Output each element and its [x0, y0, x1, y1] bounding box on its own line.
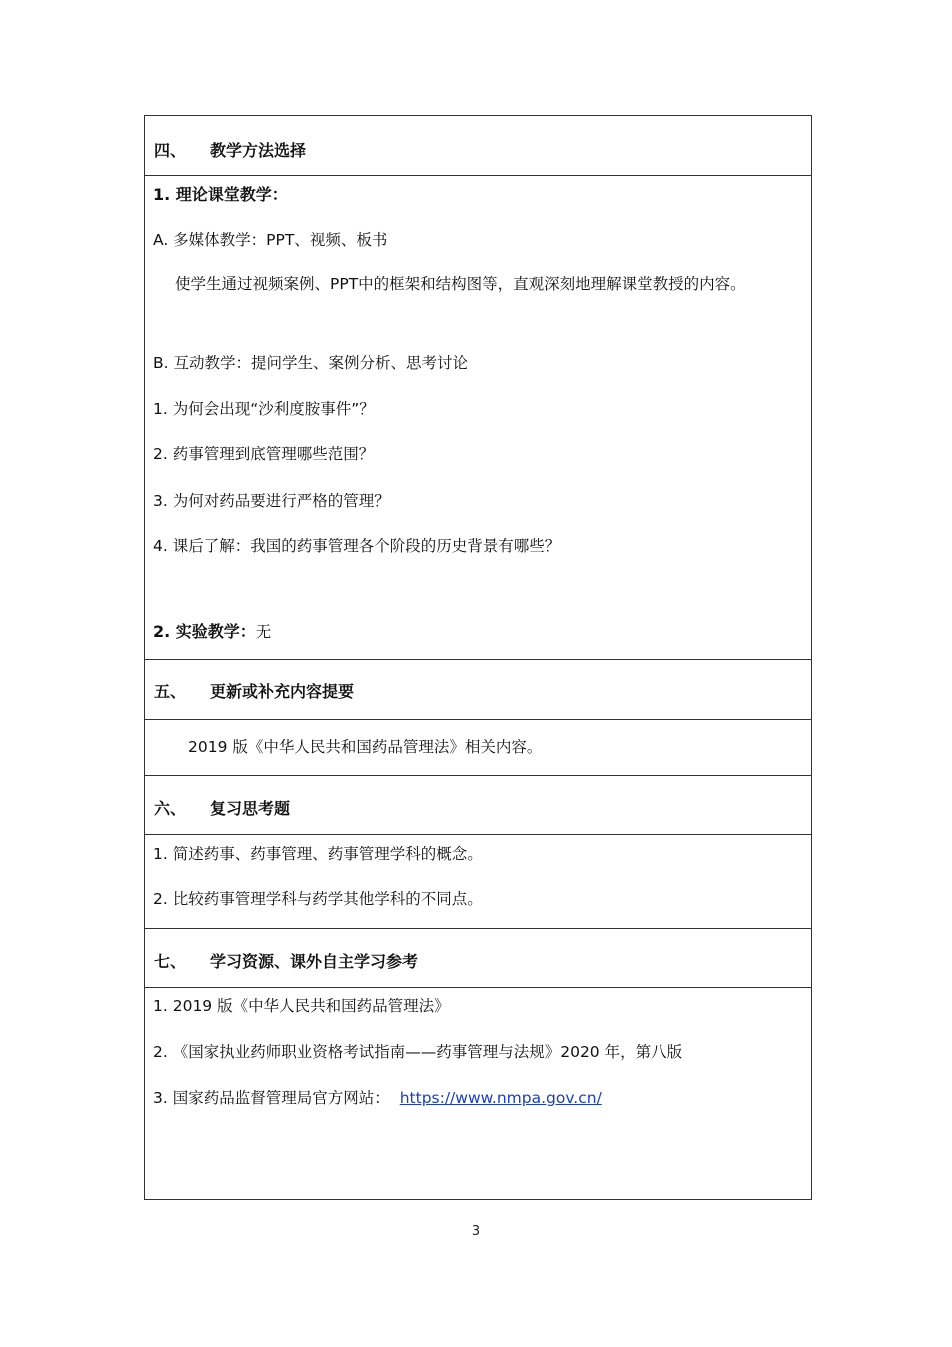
review-question: 2. 比较药事管理学科与药学其他学科的不同点。 — [153, 890, 483, 908]
review-question: 1. 简述药事、药事管理、药事管理学科的概念。 — [153, 845, 483, 863]
section-5-title: 更新或补充内容提要 — [210, 682, 355, 701]
lab-teaching-label: 2. 实验教学： — [153, 622, 256, 641]
syllabus-table — [144, 115, 812, 1200]
section-7-title: 学习资源、课外自主学习参考 — [210, 952, 419, 971]
section-6-title: 复习思考题 — [210, 799, 291, 818]
multimedia-teaching-description: 使学生通过视频案例、PPT中的框架和结构图等，直观深刻地理解课堂教授的内容。 — [175, 275, 746, 293]
divider — [145, 659, 811, 660]
nmpa-website-link[interactable]: https://www.nmpa.gov.cn/ — [399, 1089, 602, 1107]
divider — [145, 719, 811, 720]
divider — [145, 175, 811, 176]
multimedia-teaching-line: A. 多媒体教学：PPT、视频、板书 — [153, 231, 388, 249]
lab-teaching-line — [153, 619, 271, 642]
theory-teaching-heading: 1. 理论课堂教学： — [153, 185, 288, 204]
section-5-number: 五、 — [154, 682, 187, 701]
resource-item: 2. 《国家执业药师职业资格考试指南——药事管理与法规》2020 年，第八版 — [153, 1043, 683, 1061]
section-4-title: 教学方法选择 — [210, 141, 307, 160]
divider — [145, 775, 811, 776]
section-7-number: 七、 — [154, 952, 187, 971]
resource-item: 1. 2019 版《中华人民共和国药品管理法》 — [153, 997, 450, 1015]
section-4-number: 四、 — [154, 141, 187, 160]
question-item: 4. 课后了解：我国的药事管理各个阶段的历史背景有哪些？ — [153, 537, 561, 555]
question-item: 3. 为何对药品要进行严格的管理？ — [153, 492, 390, 510]
interactive-teaching-line: B. 互动教学：提问学生、案例分析、思考讨论 — [153, 354, 468, 372]
page-number: 3 — [471, 1224, 481, 1239]
divider — [145, 928, 811, 929]
question-item: 1. 为何会出现“沙利度胺事件”？ — [153, 400, 375, 418]
lab-teaching-value: 无 — [255, 623, 272, 641]
update-content-line: 2019 版《中华人民共和国药品管理法》相关内容。 — [188, 738, 543, 756]
website-label: 3. 国家药品监督管理局官方网站： — [153, 1089, 390, 1107]
resource-item-website — [153, 1086, 602, 1108]
divider — [145, 834, 811, 835]
divider — [145, 987, 811, 988]
section-6-number: 六、 — [154, 799, 187, 818]
question-item: 2. 药事管理到底管理哪些范围？ — [153, 445, 375, 463]
